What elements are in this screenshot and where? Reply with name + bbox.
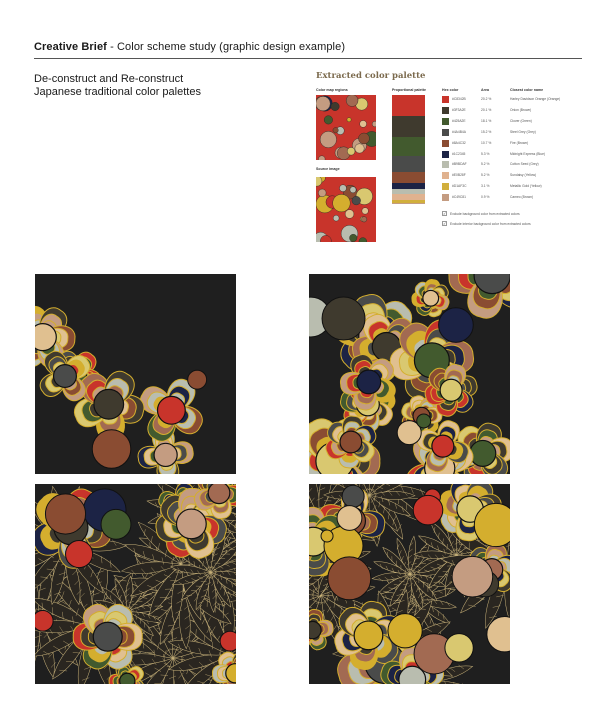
area-value: 3.1 % xyxy=(481,184,490,189)
area-value: 5.2 % xyxy=(481,162,490,167)
color-name: Clover (Green) xyxy=(510,118,532,123)
flower-center xyxy=(423,290,439,306)
area-value: 10.7 % xyxy=(481,140,492,145)
area-value: 5.3 % xyxy=(481,151,490,156)
subtitle xyxy=(34,73,201,99)
palette-row xyxy=(442,182,582,191)
flower-center xyxy=(120,673,135,684)
palette-panel xyxy=(314,68,584,258)
artwork-2 xyxy=(309,274,510,474)
flower-center xyxy=(176,509,206,539)
color-chip xyxy=(442,96,449,103)
flower-center xyxy=(54,365,77,388)
proportional-band xyxy=(392,172,425,183)
area-value: 20.1 % xyxy=(481,107,492,112)
hex-value: #4A4B4A xyxy=(452,129,466,134)
artwork-4 xyxy=(309,484,510,684)
hex-value: #B9BDAF xyxy=(452,162,467,167)
proportional-band xyxy=(392,203,425,204)
flower-center xyxy=(154,443,177,466)
proportional-band xyxy=(392,116,425,137)
area-value: 18.1 % xyxy=(481,118,492,123)
color-chip xyxy=(442,129,449,136)
artwork-1 xyxy=(35,274,236,474)
flower-center xyxy=(93,622,122,651)
color-name: Cameo (Brown) xyxy=(510,195,534,200)
col-header-prop: Proportional palette xyxy=(392,88,426,92)
flower-center xyxy=(357,370,381,394)
page-header xyxy=(34,41,345,53)
col-header-hex: Hex color xyxy=(442,88,459,92)
palette-row xyxy=(442,171,582,180)
col-header-area: Area xyxy=(481,88,489,92)
palette-row xyxy=(442,117,582,126)
hex-value: #C8342B xyxy=(452,97,466,101)
flower-center xyxy=(354,621,383,650)
flower-center xyxy=(309,621,321,638)
palette-row xyxy=(442,95,582,104)
palette-row xyxy=(442,106,582,115)
checkbox[interactable]: ✓ xyxy=(443,221,447,226)
color-chip xyxy=(442,194,449,201)
area-value: 0.9 % xyxy=(481,195,490,200)
color-name: Onion (Brown) xyxy=(510,107,532,112)
area-value: 5.2 % xyxy=(481,173,490,178)
proportional-band xyxy=(392,95,425,116)
option-label: Exclude interior background color from extracted colors xyxy=(450,221,531,226)
color-chip xyxy=(442,161,449,168)
color-name: Midnight Express (Blue) xyxy=(510,151,545,156)
proportional-band xyxy=(392,137,425,156)
flower-center xyxy=(470,440,496,466)
flower-center xyxy=(208,484,230,504)
flower-center xyxy=(432,435,454,457)
color-name: Steel Grey (Grey) xyxy=(510,129,536,134)
hex-value: #425A2E xyxy=(452,118,466,123)
header-bold: Creative Brief xyxy=(34,41,107,53)
hex-value: #8A4C32 xyxy=(452,140,466,145)
exclude-option[interactable] xyxy=(442,220,582,227)
color-map-image xyxy=(316,95,376,160)
source-image-label: Source image xyxy=(316,167,340,171)
subtitle-line-2: Japanese traditional color palettes xyxy=(34,86,201,98)
flower-center xyxy=(157,396,185,424)
artwork-3 xyxy=(35,484,236,684)
option-label: Exclude background color from extracted colors xyxy=(450,211,520,216)
proportional-palette xyxy=(392,95,425,204)
palette-row xyxy=(442,139,582,148)
color-name: Metallic Gold (Yellow) xyxy=(510,184,542,189)
flower-center xyxy=(340,431,362,453)
hex-value: #E0B28F xyxy=(452,173,466,178)
color-chip xyxy=(442,183,449,190)
flower-center xyxy=(440,379,462,401)
col-header-map: Color map regions xyxy=(316,88,348,92)
color-chip xyxy=(442,118,449,125)
color-name: Fire (Brown) xyxy=(510,140,529,145)
hex-value: #C49C81 xyxy=(452,195,466,200)
header-rule xyxy=(34,58,582,59)
area-value: 20.2 % xyxy=(481,97,492,101)
flower-center xyxy=(35,324,56,351)
hex-value: #1C2345 xyxy=(452,151,466,156)
color-name: Sundaisy (Yellow) xyxy=(510,173,537,178)
exclude-option[interactable] xyxy=(442,210,582,217)
hex-value: #3F3A2E xyxy=(452,107,466,112)
palette-row xyxy=(442,193,582,202)
palette-row xyxy=(442,160,582,169)
color-name: Harley Davidson Orange (Orange) xyxy=(510,97,561,101)
color-name: Cotton Seed (Grey) xyxy=(510,162,539,167)
palette-row xyxy=(442,128,582,137)
color-chip xyxy=(442,172,449,179)
area-value: 15.2 % xyxy=(481,129,492,134)
hex-value: #D1AF3C xyxy=(452,184,467,189)
flower-center xyxy=(94,389,124,419)
palette-row xyxy=(442,150,582,159)
proportional-band xyxy=(392,156,425,172)
source-image xyxy=(316,177,376,242)
palette-title: Extracted color palette xyxy=(316,71,426,81)
header-rest: - Color scheme study (graphic design example) xyxy=(106,41,346,53)
color-chip xyxy=(442,107,449,114)
col-header-name: Closest color name xyxy=(510,88,544,92)
color-chip xyxy=(442,151,449,158)
color-chip xyxy=(442,140,449,147)
subtitle-line-1: De-construct and Re-construct xyxy=(34,73,184,85)
checkbox[interactable]: ✓ xyxy=(443,211,447,216)
